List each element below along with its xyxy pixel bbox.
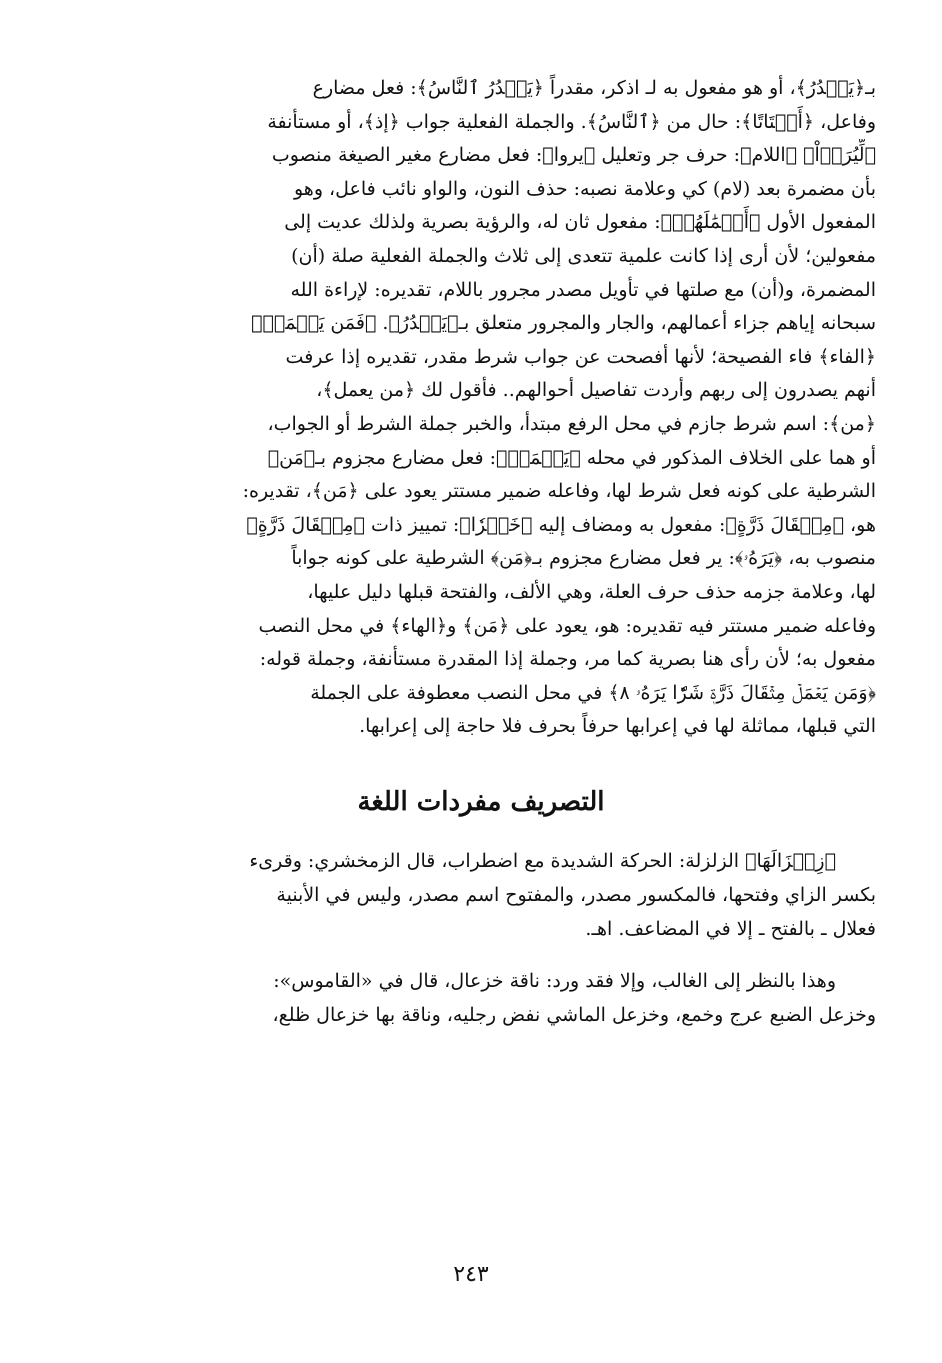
page-number: ٢٤٣	[453, 1262, 489, 1287]
text-line: أنهم يصدرون إلى ربهم وأردت تفاصيل أحوالهم.. فأقول لك ﴿من يعمل﴾،	[316, 379, 876, 402]
text-line: ﴿وَمَن يَعۡمَلۡ مِثۡقَالَ ذَرَّةٖ شَرّٗا يَرَهُۥ ٨﴾ في محل النصب معطوفة على الجملة	[310, 681, 876, 704]
text-line: بكسر الزاي وفتحها، فالمكسور مصدر، والمفتوح اسم مصدر، وليس في الأبنية	[276, 883, 876, 906]
text-line: بـ﴿يَصۡدُرُ﴾، أو هو مفعول به لـ اذكر، مقدراً ﴿يَصۡدُرُ ٱلنَّاسُ﴾: فعل مضارع	[312, 77, 876, 99]
text-line: ﴿زِلۡزَالَهَا﴾ الزلزلة: الحركة الشديدة مع اضطراب، قال الزمخشري: وقرىء	[249, 849, 836, 872]
text-line: منصوب به، ﴿يَرَهُۥ﴾: ير فعل مضارع مجزوم بـ﴿مَن﴾ الشرطية على كونه جواباً	[291, 547, 876, 570]
paragraph-qamus	[86, 964, 876, 1032]
page-body	[86, 72, 876, 1050]
text-line: مفعولين؛ لأن أرى إذا كانت علمية تتعدى إلى ثلاث والجملة الفعلية صلة (أن)	[291, 244, 876, 267]
text-line: المضمرة، و(أن) مع صلتها في تأويل مصدر مجرور باللام، تقديره: لإراءة الله	[290, 278, 876, 301]
text-line: سبحانه إياهم جزاء أعمالهم، والجار والمجرور متعلق بـ﴿يَصۡدُرُ﴾. ﴿فَمَن يَعۡمَلۡ﴾	[251, 312, 876, 335]
text-line: مفعول به؛ لأن رأى هنا بصرية كما مر، وجملة إذا المقدرة مستأنفة، وجملة قوله:	[259, 648, 876, 671]
section-heading: التصريف مفردات اللغة	[357, 786, 605, 817]
text-line: وفاعله ضمير مستتر فيه تقديره: هو، يعود على ﴿مَن﴾ و﴿الهاء﴾ في محل النصب	[258, 614, 876, 637]
text-line: لها، وعلامة جزمه حذف حرف العلة، وهي الألف، والفتحة قبلها دليل عليها،	[307, 580, 876, 603]
text-line: الشرطية على كونه فعل شرط لها، وفاعله ضمير مستتر يعود على ﴿مَن﴾، تقديره:	[242, 480, 876, 503]
text-line: وفاعل، ﴿أَشۡتَاتًا﴾: حال من ﴿ٱلنَّاسُ﴾. والجملة الفعلية جواب ﴿إذ﴾، أو مستأنفة	[267, 110, 876, 133]
main-paragraph	[86, 72, 876, 744]
text-line: ﴿لِّيُرَوۡاْ﴾ ﴿اللام﴾: حرف جر وتعليل ﴿يروا﴾: فعل مضارع مغير الصيغة منصوب	[271, 144, 876, 167]
text-line: ﴿من﴾: اسم شرط جازم في محل الرفع مبتدأ، والخبر جملة الشرط أو الجواب،	[267, 412, 876, 435]
text-line: بأن مضمرة بعد (لام) كي وعلامة نصبه: حذف النون، والواو نائب فاعل، وهو	[293, 177, 876, 200]
text-line: فعلال ـ بالفتح ـ إلا في المضاعف. اهـ.	[585, 917, 876, 940]
paragraph-zilzal	[86, 844, 876, 946]
text-line: أو هما على الخلاف المذكور في محله ﴿يَعۡمَلۡ﴾: فعل مضارع مجزوم بـ﴿مَن﴾	[267, 446, 876, 469]
text-line: التي قبلها، مماثلة لها في إعرابها حرفاً بحرف فلا حاجة إلى إعرابها.	[359, 715, 876, 738]
text-line: وهذا بالنظر إلى الغالب، وإلا فقد ورد: ناقة خزعال، قال في «القاموس»:	[273, 969, 836, 992]
text-line: وخزعل الضبع عرج وخمع، وخزعل الماشي نفض رجليه، وناقة بها خزعال ظلع،	[272, 1003, 876, 1026]
text-line: هو، ﴿مِثۡقَالَ ذَرَّةٍ﴾: مفعول به ومضاف إليه ﴿خَيۡرٗا﴾: تمييز ذات ﴿مِثۡقَالَ ذَرَّةٍ﴾	[246, 513, 876, 536]
text-line: المفعول الأول ﴿أَعۡمَٰلَهُمۡ﴾: مفعول ثان له، والرؤية بصرية ولذلك عديت إلى	[284, 211, 876, 234]
text-line: ﴿الفاء﴾ فاء الفصيحة؛ لأنها أفصحت عن جواب شرط مقدر، تقديره إذا عرفت	[285, 345, 876, 368]
